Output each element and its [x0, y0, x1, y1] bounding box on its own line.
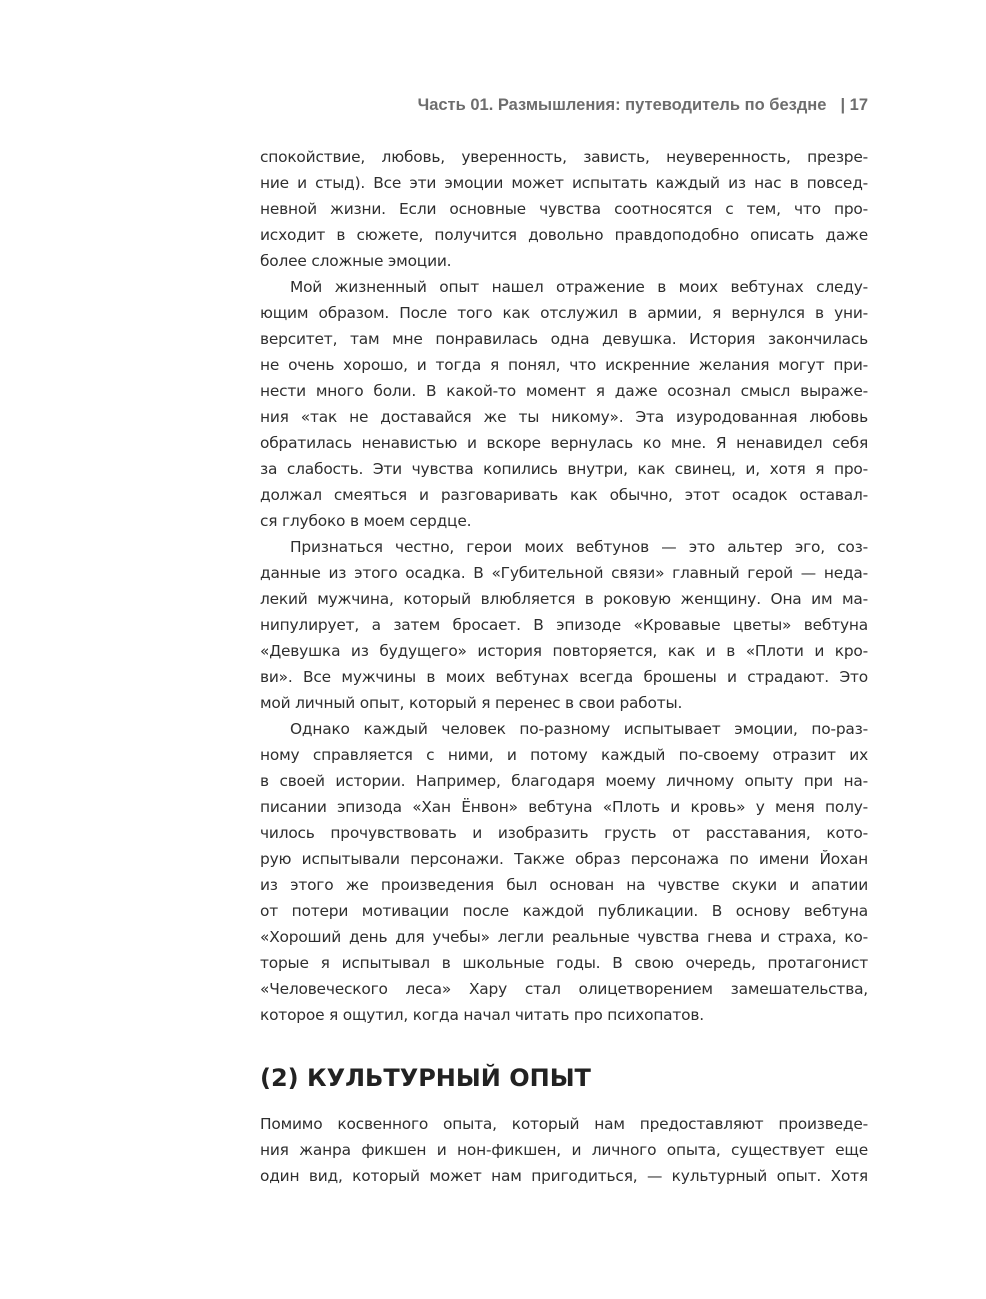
- page-number: | 17: [840, 96, 868, 114]
- text-line: лекий мужчина, который влюбляется в роковую женщину. Она им ма-: [260, 590, 868, 608]
- text-line: Помимо косвенного опыта, который нам предоставляют произведе-: [260, 1115, 868, 1133]
- text-line: не очень хорошо, и тогда я понял, что искренние желания могут при-: [260, 356, 868, 374]
- text-line: обратилась ненавистью и вскоре вернулась ко мне. Я ненавидел себя: [260, 434, 868, 452]
- text-line: данные из этого осадка. В «Губительной связи» главный герой — неда-: [260, 564, 868, 582]
- body-text-continued: [260, 1111, 868, 1189]
- text-line: рую испытывали персонажи. Также образ персонажа по имени Йохан: [260, 850, 868, 868]
- text-line: Мой жизненный опыт нашел отражение в моих вебтунах следу-: [290, 278, 868, 296]
- text-line: из этого же произведения был основан на чувстве скуки и апатии: [260, 876, 868, 894]
- text-line: в своей истории. Например, благодаря моему личному опыту при на-: [260, 772, 868, 790]
- text-line: ния жанра фикшен и нон-фикшен, и личного опыта, существует еще: [260, 1141, 868, 1159]
- text-line: «Хороший день для учебы» легли реальные чувства гнева и страха, ко-: [260, 928, 868, 946]
- text-line: спокойствие, любовь, уверенность, зависть, неуверенность, презре-: [260, 148, 868, 166]
- text-line: невной жизни. Если основные чувства соотносятся с тем, что про-: [260, 200, 868, 218]
- text-line: должал смеяться и разговаривать как обычно, этот осадок оставал-: [260, 486, 868, 504]
- text-line: «Человеческого леса» Хару стал олицетворением замешательства,: [260, 980, 868, 998]
- text-line: писании эпизода «Хан Ёнвон» вебтуна «Плоть и кровь» у меня полу-: [260, 798, 868, 816]
- text-line: ся глубоко в моем сердце.: [260, 512, 472, 530]
- text-line: Однако каждый человек по-разному испытывает эмоции, по-раз-: [290, 720, 868, 738]
- text-line: ющим образом. После того как отслужил в армии, я вернулся в уни-: [260, 304, 868, 322]
- text-line: более сложные эмоции.: [260, 252, 452, 270]
- text-line: ние и стыд). Все эти эмоции может испытать каждый из нас в повсед-: [260, 174, 868, 192]
- text-line: торые я испытывал в школьные годы. В свою очередь, протагонист: [260, 954, 868, 972]
- text-line: ния «так не доставайся же ты никому». Эта изуродованная любовь: [260, 408, 868, 426]
- text-line: ному справляется с ними, и потому каждый по-своему отразит их: [260, 746, 868, 764]
- text-line: Признаться честно, герои моих вебтунов — это альтер эго, соз-: [290, 538, 868, 556]
- running-title: Часть 01. Размышления: путеводитель по бездне: [417, 96, 827, 114]
- text-line: мой личный опыт, который я перенес в свои работы.: [260, 694, 683, 712]
- text-line: нипулирует, а затем бросает. В эпизоде «Кровавые цветы» вебтуна: [260, 616, 868, 634]
- text-line: нести много боли. В какой-то момент я даже осознал смысл выраже-: [260, 382, 868, 400]
- text-line: один вид, который может нам пригодиться, — культурный опыт. Хотя: [260, 1167, 868, 1185]
- running-header: [418, 96, 868, 115]
- text-line: чилось прочувствовать и изобразить грусть от расставания, кото-: [260, 824, 868, 842]
- text-line: от потери мотивации после каждой публикации. В основу вебтуна: [260, 902, 868, 920]
- text-line: исходит в сюжете, получится довольно правдоподобно описать даже: [260, 226, 868, 244]
- text-line: верситет, там мне понравилась одна девушка. История закончилась: [260, 330, 868, 348]
- body-text: [260, 144, 868, 1028]
- text-line: за слабость. Эти чувства копились внутри, как свинец, и, хотя я про-: [260, 460, 868, 478]
- text-line: «Девушка из будущего» история повторяется, как и в «Плоти и кро-: [260, 642, 868, 660]
- section-heading: (2) КУЛЬТУРНЫЙ ОПЫТ: [260, 1064, 591, 1092]
- text-line: которое я ощутил, когда начал читать про психопатов.: [260, 1006, 704, 1024]
- text-line: ви». Все мужчины в моих вебтунах всегда брошены и страдают. Это: [260, 668, 868, 686]
